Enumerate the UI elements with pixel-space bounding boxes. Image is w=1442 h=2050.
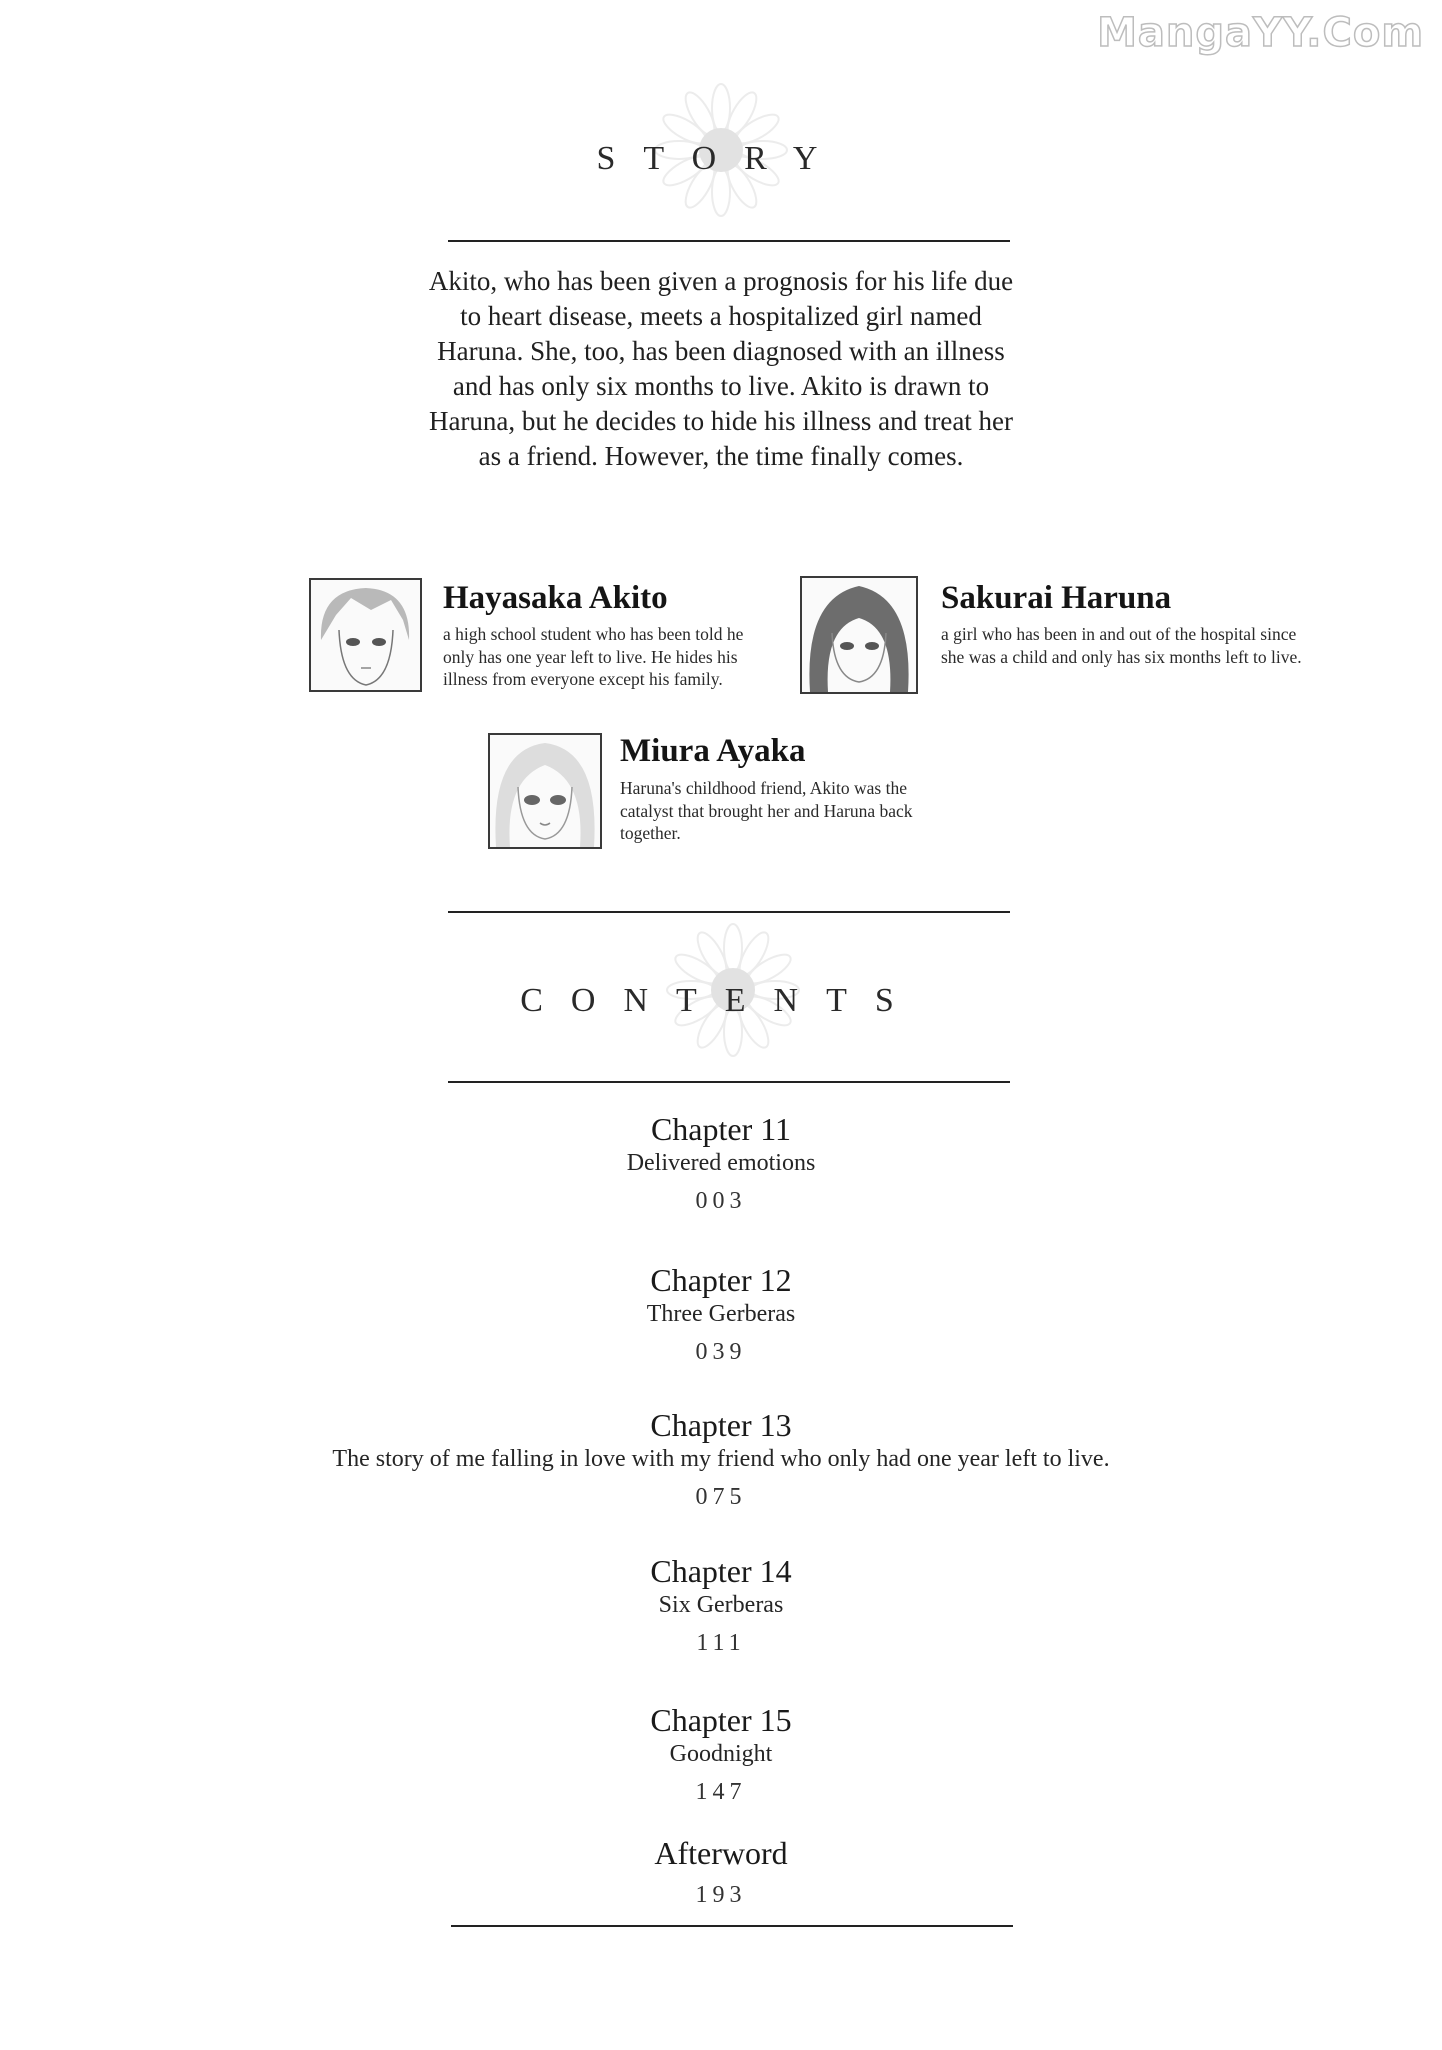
toc-page-number: 003 — [695, 1188, 747, 1214]
toc-chapter-subtitle: Three Gerberas — [646, 1301, 796, 1327]
portrait-akito — [309, 578, 422, 692]
toc-page-number: 075 — [695, 1484, 747, 1510]
toc-page-number: 111 — [696, 1630, 746, 1656]
toc-chapter-title: Chapter 11 — [650, 1111, 792, 1147]
toc-entry — [0, 1261, 1442, 1367]
character-name: Miura Ayaka — [620, 733, 806, 769]
toc-entry — [0, 1552, 1442, 1658]
toc-chapter-title: Chapter 13 — [650, 1407, 792, 1443]
toc-entry — [0, 1406, 1442, 1512]
portrait-haruna — [800, 576, 918, 694]
toc-chapter-title: Afterword — [654, 1835, 788, 1871]
character-name: Sakurai Haruna — [941, 580, 1172, 616]
watermark-logo: MangaYY.Com — [1097, 10, 1424, 56]
portrait-ayaka — [488, 733, 602, 849]
toc-entry — [0, 1701, 1442, 1807]
divider-line — [448, 240, 1010, 242]
character-description: a girl who has been in and out of the hospital since she was a child and only has six months left to live. — [941, 624, 1302, 667]
character-description: a high school student who has been told he only has one year left to live. He hides his illness from everyone except his family. — [443, 624, 744, 689]
story-synopsis: Akito, who has been given a prognosis for his life due to heart disease, meets a hospitalized girl named Haruna. She, too, has been diagnosed with an illness and has only six months to live. Akito is drawn to Haruna, but he decides to hide his illness and treat her as a friend. However, the time finally comes. — [428, 266, 1014, 471]
divider-line — [448, 1081, 1010, 1083]
story-title: STORY — [596, 140, 846, 177]
divider-line — [448, 911, 1010, 913]
toc-chapter-subtitle: Goodnight — [669, 1741, 773, 1767]
toc-chapter-subtitle: Six Gerberas — [658, 1592, 784, 1618]
toc-page-number: 193 — [695, 1882, 747, 1908]
toc-page-number: 039 — [695, 1339, 747, 1365]
toc-chapter-title: Chapter 15 — [650, 1702, 792, 1738]
character-description: Haruna's childhood friend, Akito was the catalyst that brought her and Haruna back together. — [620, 778, 913, 843]
toc-chapter-title: Chapter 14 — [650, 1553, 792, 1589]
toc-entry — [0, 1110, 1442, 1216]
toc-chapter-subtitle: Delivered emotions — [626, 1150, 816, 1176]
toc-page-number: 147 — [695, 1779, 747, 1805]
toc-chapter-subtitle: The story of me falling in love with my friend who only had one year left to live. — [332, 1446, 1110, 1472]
toc-chapter-title: Chapter 12 — [650, 1262, 792, 1298]
divider-line — [451, 1925, 1013, 1927]
toc-entry — [0, 1834, 1442, 1910]
character-name: Hayasaka Akito — [443, 580, 668, 616]
contents-title: CONTENTS — [520, 982, 922, 1019]
